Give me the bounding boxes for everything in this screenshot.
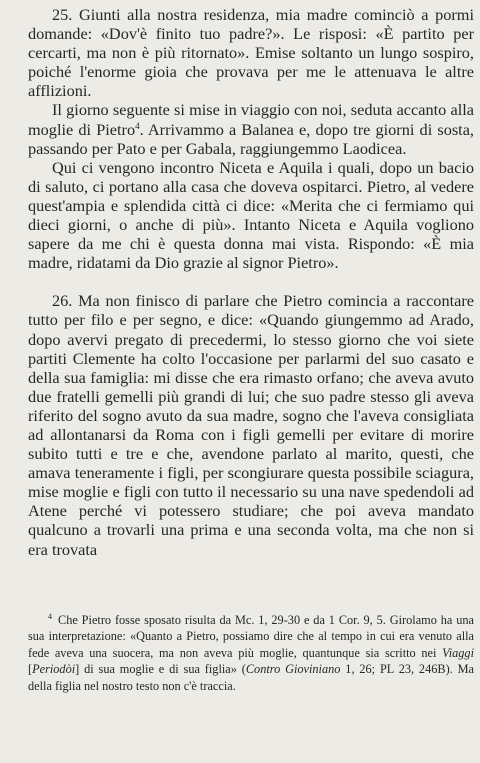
section-gap [28, 272, 474, 291]
footnote-number: 4 [48, 612, 52, 621]
footnote-bracket: [ [28, 662, 33, 677]
footnote-title-contro-gioviniano: Contro Gioviniano [245, 662, 341, 677]
footnote-text-1: Che Pietro fosse sposato risulta da Mc. 1, 29-30 e da 1 Cor. 9, 5. Girolamo ha una sua interpretazione: «Quanto a Pietro, possiamo dire che al tempo in cui era venuto alla fede aveva una suocera, ma non aveva più moglie, quantunque sia scritto nei [28, 613, 474, 660]
paragraph-25-2-text-a: Il giorno seguente si mise in viaggio con noi, seduta accanto alla moglie di Pietro [28, 100, 474, 139]
paragraph-25-3: Qui ci vengono incontro Niceta e Aquila i quali, dopo un bacio di saluto, ci portano alla casa che doveva ospitarci. Pietro, al vedere quest'ampia e splendida città ci dice: «Merita che ci fermiamo qui dieci giorni, o anche di più». Intanto Niceta e Aquila vogliono sapere da me chi è questa donna mai vista. Rispondo: «È mia madre, ridatami da Dio grazie al signor Pietro». [28, 157, 474, 273]
footnote-title-viaggi: Viaggi [442, 645, 474, 660]
footnote-text-3: 1, 26; PL 23, 246B). Ma della figlia nel nostro testo non c'è traccia. [28, 662, 474, 693]
main-text [28, 5, 474, 559]
footnote-text-2: ] di sua moglie e di sua figlia» ( [75, 662, 246, 677]
paragraph-25-2 [28, 100, 474, 157]
footnote-4 [28, 612, 474, 694]
paragraph-25-1: 25. Giunti alla nostra residenza, mia madre cominciò a pormi domande: «Dov'è finito tuo padre?». Le risposi: «È partito per cercarti, ma non è più ritornato». Emise soltanto un lungo sospiro, poiché l'enorme gioia che provava per me le attenuava le altre afflizioni. [28, 5, 474, 101]
footnote-title-periodoi: Periodòi [32, 662, 76, 677]
footnotes [28, 612, 474, 694]
paragraph-26-1: 26. Ma non finisco di parlare che Pietro comincia a raccontare tutto per filo e per segno, e dice: «Quando giungemmo ad Arado, dopo avervi pregato di precedermi, lo stesso giorno che voi siete partiti Clemente ha colto l'occasione per parlarmi del suo casato e della sua famiglia: mi disse che era rimasto orfano; che aveva avuto due fratelli gemelli più grandi di lui; che suo padre stesso gli aveva riferito del sogno avuto da sua madre, sogno che l'aveva consigliata ad allontanarsi da Roma con i figli gemelli per evitare di morire subito tutti e tre e che, avendone parlato al marito, questi, che amava teneramente i figli, per scongiurare questa possibile sciagura, mise moglie e figli con tutto il necessario su una nave spedendoli ad Atene perché vi potessero studiare; che poi aveva mandato qualcuno a trovarli una prima e una seconda volta, ma che non si era trovata [28, 291, 474, 559]
paragraph-25-2-text-b: . Arrivammo a Balanea e, dopo tre giorni di sosta, passando per Pato e per Gabala, raggiungemmo Laodicea. [28, 119, 474, 158]
footnote-reference: 4 [135, 120, 140, 131]
